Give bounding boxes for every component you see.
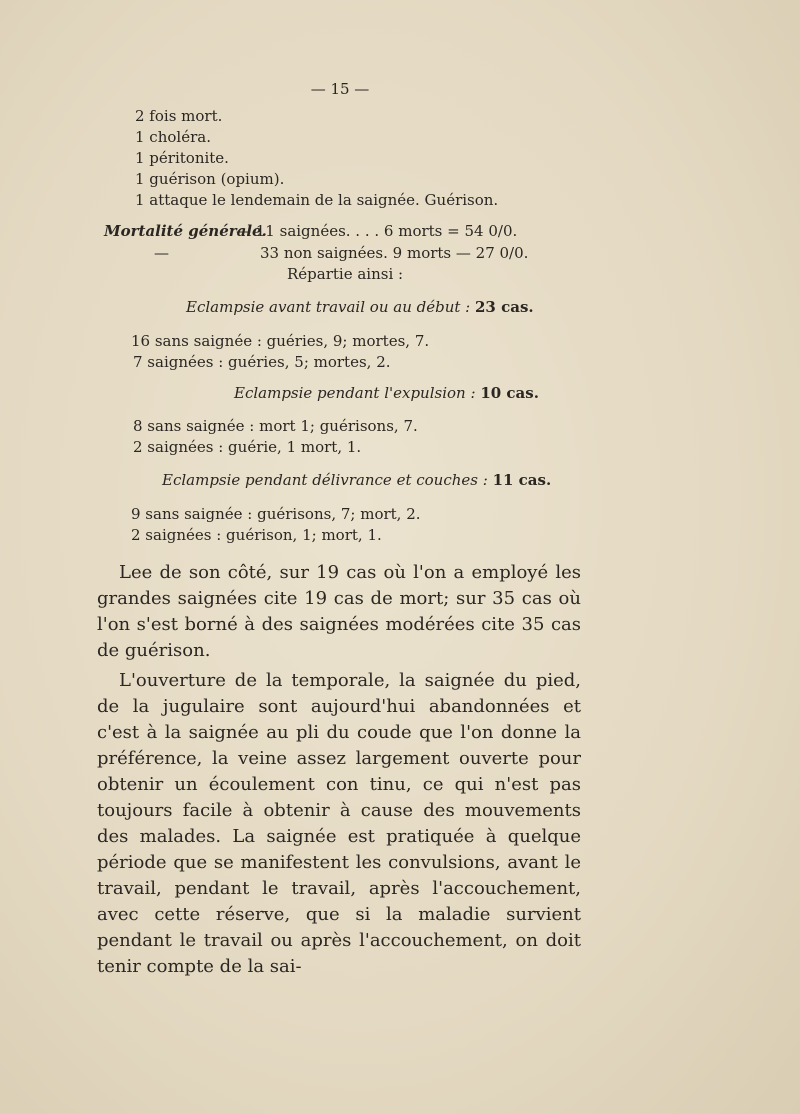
section-heading [186,298,534,316]
list-item: 2 saignées : guérie, 1 mort, 1. [133,438,362,456]
list-item: 1 choléra. [135,128,211,146]
paragraph: Lee de son côté, sur 19 cas où l'on a employé les grandes saignées cite 19 cas de mort; sur 35 cas où l'on s'est borné à des saignées modérées cite 35 cas de guérison. [97,562,581,661]
section-count: 23 cas. [475,298,534,316]
list-item: 9 sans saignée : guérisons, 7; mort, 2. [131,505,421,523]
list-item: 8 sans saignée : mort 1; guérisons, 7. [133,417,418,435]
section-heading [162,471,551,489]
section-heading-text: Eclampsie avant travail ou au début : [186,298,471,316]
list-item: 1 péritonite. [135,149,229,167]
body-text [97,560,581,980]
section-heading [234,384,539,402]
mortality-row: — 11 saignées. . . . 6 morts = 54 0/0. [236,222,518,240]
section-heading-text: Eclampsie pendant l'expulsion : [234,384,476,402]
list-item: 2 saignées : guérison, 1; mort, 1. [131,526,382,544]
section-count: 10 cas. [480,384,539,402]
paragraph: L'ouverture de la temporale, la saignée du pied, de la jugulaire sont aujourd'hui abandonnées et c'est à la saignée au pli du coude que l'on donne la préférence, la veine assez largement ouverte pour obtenir un écoulement con tinu, ce qui n'est pas toujours facile à obtenir à cause des mouvements des malades. La saignée est pratiquée à quelque période que se manifestent les convulsions, avant le travail, pendant le travail, après l'accouchement, avec cette réserve, que si la maladie survient pendant le travail ou après l'accouchement, on doit tenir compte de la sai- [97,670,581,977]
section-count: 11 cas. [492,471,552,489]
mortality-label: Mortalité générale. [104,222,267,240]
list-item: 1 attaque le lendemain de la saignée. Guérison. [135,191,499,209]
list-item: 16 sans saignée : guéries, 9; mortes, 7. [131,332,430,350]
list-item: 2 fois mort. [135,107,223,125]
section-heading-text: Eclampsie pendant délivrance et couches : [162,471,488,489]
list-item: 7 saignées : guéries, 5; mortes, 2. [133,353,391,371]
mortality-dash: — [154,244,169,262]
mortality-row: 33 non saignées. 9 morts — 27 0/0. [260,244,529,262]
list-item: 1 guérison (opium). [135,170,285,188]
page-number: — 15 — [310,80,370,98]
mortality-summary: Répartie ainsi : [287,265,404,283]
